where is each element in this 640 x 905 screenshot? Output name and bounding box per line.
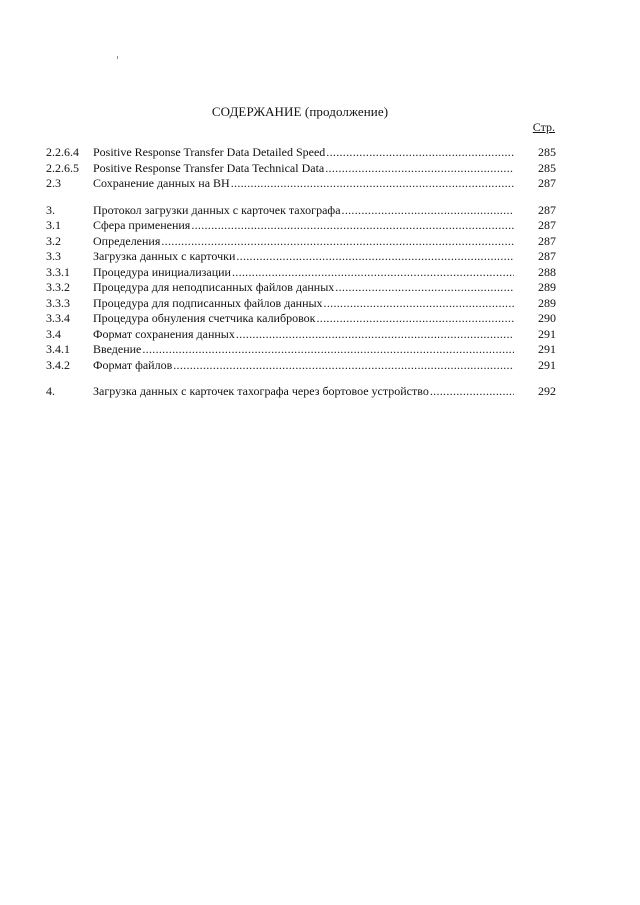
toc-entry-label: Загрузка данных с карточек тахографа через бортовое устройство bbox=[93, 384, 429, 398]
toc-entry-number: 3.2 bbox=[46, 233, 61, 248]
toc-entry-page: 285 bbox=[538, 160, 556, 175]
toc-entry-label: Процедура для подписанных файлов данных bbox=[93, 295, 323, 310]
toc-entry-number: 3.1 bbox=[46, 218, 61, 232]
toc-entry-number: 3.3 bbox=[46, 249, 61, 263]
toc-entry-page: 287 bbox=[538, 218, 556, 232]
toc-entry-page: 287 bbox=[538, 202, 556, 217]
toc-entry-label: Загрузка данных с карточки bbox=[93, 249, 236, 263]
toc-dot-leader bbox=[173, 358, 514, 374]
toc-entry bbox=[46, 145, 556, 161]
toc-entry-page: 287 bbox=[538, 176, 556, 190]
toc-dot-leader bbox=[142, 342, 514, 358]
toc-entry-label: Протокол загрузки данных с карточек тахографа bbox=[93, 202, 341, 217]
toc-entry bbox=[46, 234, 556, 250]
toc-dot-leader bbox=[324, 296, 514, 312]
toc-entry bbox=[46, 249, 556, 265]
toc-group bbox=[46, 384, 556, 400]
toc-entry-label: Positive Response Transfer Data Detailed Speed bbox=[93, 145, 326, 159]
toc-dot-leader bbox=[430, 384, 514, 400]
toc-entry-label: Введение bbox=[93, 342, 142, 356]
toc-entry-number: 3.4 bbox=[46, 326, 61, 341]
toc-entry-number: 4. bbox=[46, 384, 55, 398]
toc-entry-page: 291 bbox=[538, 342, 556, 356]
toc-entry bbox=[46, 342, 556, 358]
toc-entry-label: Процедура обнуления счетчика калибровок bbox=[93, 311, 316, 325]
toc-entry bbox=[46, 384, 556, 400]
toc-entry-label: Сохранение данных на ВН bbox=[93, 176, 230, 190]
toc-entry-label: Формат файлов bbox=[93, 357, 173, 372]
toc-dot-leader bbox=[325, 161, 514, 177]
toc-entry bbox=[46, 265, 556, 281]
toc-entry-label: Positive Response Transfer Data Technical Data bbox=[93, 160, 325, 175]
toc-entry bbox=[46, 176, 556, 192]
toc-dot-leader bbox=[342, 203, 514, 219]
toc-entry-number: 3.3.4 bbox=[46, 311, 70, 325]
toc-entry-page: 289 bbox=[538, 295, 556, 310]
toc-entry-number: 2.2.6.4 bbox=[46, 145, 79, 159]
page-column-header: Стр. bbox=[532, 120, 555, 134]
toc-entry-page: 289 bbox=[538, 280, 556, 294]
toc-entry-page: 287 bbox=[538, 249, 556, 263]
toc-dot-leader bbox=[191, 218, 514, 234]
page-title: СОДЕРЖАНИЕ (продолжение) bbox=[211, 104, 389, 119]
toc-group bbox=[46, 145, 556, 192]
table-of-contents bbox=[46, 145, 556, 400]
toc-entry-label: Процедура инициализации bbox=[93, 264, 231, 279]
toc-entry-number: 3. bbox=[46, 202, 55, 217]
toc-dot-leader bbox=[232, 265, 514, 281]
toc-dot-leader bbox=[231, 176, 514, 192]
toc-entry-page: 285 bbox=[538, 145, 556, 159]
toc-entry-page: 288 bbox=[538, 264, 556, 279]
toc-entry-page: 291 bbox=[538, 326, 556, 341]
toc-entry bbox=[46, 296, 556, 312]
toc-entry-page: 292 bbox=[538, 384, 556, 398]
toc-dot-leader bbox=[236, 249, 514, 265]
toc-entry-number: 3.4.1 bbox=[46, 342, 70, 356]
toc-dot-leader bbox=[317, 311, 515, 327]
toc-entry bbox=[46, 280, 556, 296]
toc-dot-leader bbox=[326, 145, 514, 161]
toc-entry-number: 3.3.1 bbox=[46, 264, 70, 279]
toc-group bbox=[46, 203, 556, 374]
toc-entry-number: 2.2.6.5 bbox=[46, 160, 79, 175]
toc-entry-number: 3.3.3 bbox=[46, 295, 70, 310]
toc-entry-number: 3.4.2 bbox=[46, 357, 70, 372]
scan-speck bbox=[117, 56, 118, 59]
toc-dot-leader bbox=[335, 280, 514, 296]
toc-entry bbox=[46, 327, 556, 343]
toc-entry bbox=[46, 203, 556, 219]
toc-entry bbox=[46, 358, 556, 374]
toc-entry-page: 291 bbox=[538, 357, 556, 372]
toc-entry-number: 2.3 bbox=[46, 176, 61, 190]
toc-entry-page: 287 bbox=[538, 233, 556, 248]
toc-entry bbox=[46, 311, 556, 327]
toc-entry-label: Определения bbox=[93, 233, 161, 248]
toc-entry bbox=[46, 218, 556, 234]
toc-entry-number: 3.3.2 bbox=[46, 280, 70, 294]
toc-entry-label: Сфера применения bbox=[93, 218, 191, 232]
toc-entry-label: Формат сохранения данных bbox=[93, 326, 235, 341]
toc-entry bbox=[46, 161, 556, 177]
toc-dot-leader bbox=[161, 234, 514, 250]
toc-entry-page: 290 bbox=[538, 311, 556, 325]
toc-dot-leader bbox=[236, 327, 514, 343]
toc-entry-label: Процедура для неподписанных файлов данных bbox=[93, 280, 335, 294]
